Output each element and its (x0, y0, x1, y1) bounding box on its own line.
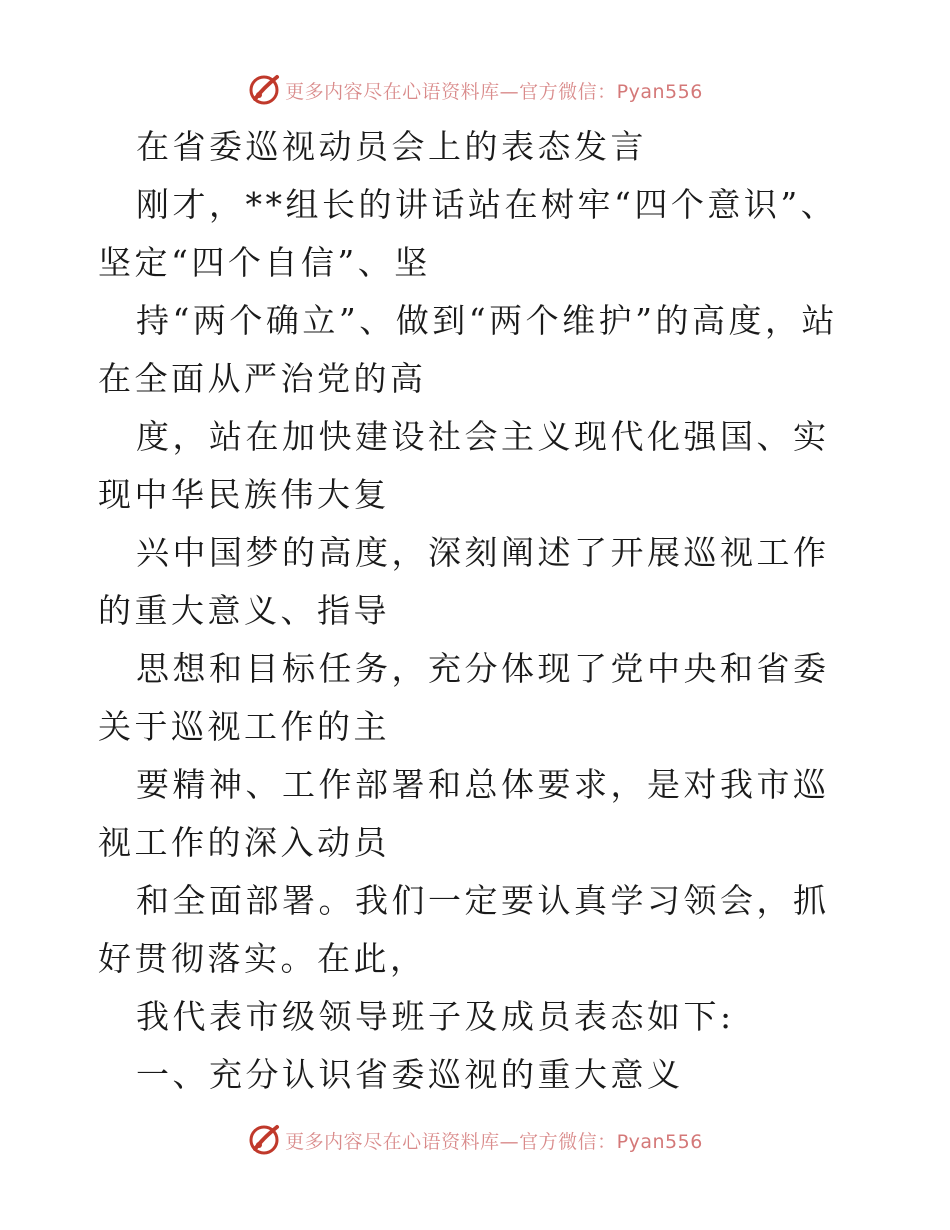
paragraph-line: 刚才，**组长的讲话站在树牢“四个意识”、坚定“四个自信”、坚 (98, 185, 838, 282)
paragraph-line: 和全面部署。我们一定要认真学习领会，抓好贯彻落实。在此， (98, 881, 830, 978)
section-heading: 一、充分认识省委巡视的重大意义 (136, 1055, 684, 1094)
paragraph-line: 思想和目标任务，充分体现了党中央和省委关于巡视工作的主 (98, 649, 830, 746)
watermark-label: 更多内容尽在心语资料库—官方微信： (285, 80, 617, 103)
watermark-banner-bottom (0, 1120, 950, 1160)
document-title: 在省委巡视动员会上的表态发言 (136, 127, 647, 166)
watermark-content (247, 73, 703, 107)
watermark-account: Pyan556 (616, 80, 703, 103)
watermark-content (247, 1123, 703, 1157)
watermark-text (285, 77, 703, 104)
paragraph-line: 度，站在加快建设社会主义现代化强国、实现中华民族伟大复 (98, 417, 830, 514)
paragraph-line: 我代表市级领导班子及成员表态如下: (136, 997, 735, 1036)
document-body (98, 118, 853, 1104)
watermark-account: Pyan556 (616, 1130, 703, 1153)
brush-logo-icon (247, 1123, 281, 1157)
watermark-text (285, 1127, 703, 1154)
brush-logo-icon (247, 73, 281, 107)
paragraph-line: 兴中国梦的高度，深刻阐述了开展巡视工作的重大意义、指导 (98, 533, 830, 630)
paragraph-line: 持“两个确立”、做到“两个维护”的高度，站在全面从严治党的高 (98, 301, 838, 398)
paragraph-line: 要精神、工作部署和总体要求，是对我市巡视工作的深入动员 (98, 765, 830, 862)
watermark-banner-top (0, 70, 950, 110)
watermark-label: 更多内容尽在心语资料库—官方微信： (285, 1130, 617, 1153)
